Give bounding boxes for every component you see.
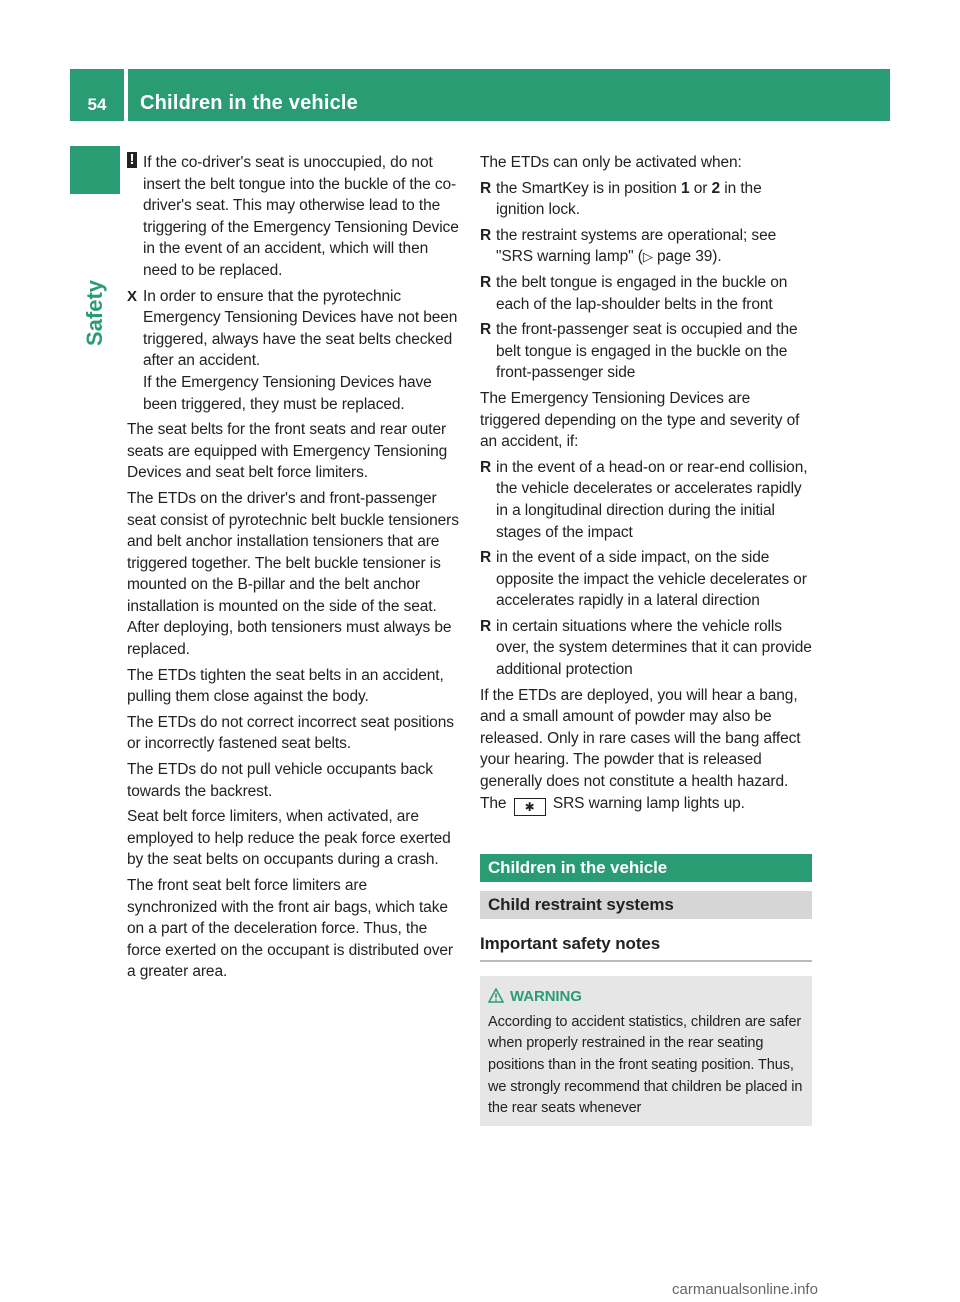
list-item-text: in certain situations where the vehicle rolls over, the system determines that it can provide additional protection — [496, 617, 812, 679]
list-item-text: in the ignition lock. — [496, 179, 762, 219]
bullet-icon: R — [480, 273, 492, 291]
subheading: Important safety notes — [480, 933, 812, 963]
bullet-icon: R — [480, 226, 492, 244]
list-item — [480, 616, 812, 681]
list-item — [480, 225, 812, 268]
key-position-1: 1 — [681, 179, 690, 197]
list-item — [480, 547, 812, 612]
srs-warning-lamp-icon: ✱ — [514, 798, 546, 816]
warning-header — [488, 986, 804, 1010]
warning-text: According to accident statistics, children are safer when properly restrained in the rear seating positions than in the front seating position. Thus, we strongly recommend that children be placed in the rear seats whenever — [488, 1013, 803, 1117]
side-section-label: Safety — [82, 279, 107, 347]
list-item — [480, 319, 812, 384]
paragraph: Seat belt force limiters, when activated, are employed to help reduce the peak force exerted by the seat belts on occupants during a crash. — [127, 808, 451, 869]
list-item — [480, 272, 812, 315]
instruction-text: In order to ensure that the pyrotechnic Emergency Tensioning Devices have not been triggered, always have the seat belts checked after an accident. — [143, 287, 458, 370]
list-item-text: the SmartKey is in position — [496, 179, 682, 197]
section-heading: Children in the vehicle — [480, 854, 812, 882]
instruction-text-2: If the Emergency Tensioning Devices have been triggered, they must be replaced. — [143, 373, 432, 413]
paragraph: The ETDs on the driver's and front-passenger seat consist of pyrotechnic belt buckle tensioners and belt anchor installation tensioners that are triggered together. The belt buckle tensioner is mounted on the B-pillar and the belt anchor installation is mounted on the side of the seat. After deploying, both tensioners must always be replaced. — [127, 489, 459, 659]
list-item-text: or — [689, 179, 712, 197]
paragraph: The ETDs can only be activated when: — [480, 154, 742, 171]
paragraph-text: If the ETDs are deployed, you will hear a bang, and a small amount of powder may also be released. Only in rare cases will the bang affect your hearing. The powder that is released generally does not constitute a health hazard. The — [480, 686, 801, 812]
list-item-text: in the event of a side impact, on the side opposite the impact the vehicle decelerates or accelerates rapidly in a lateral direction — [496, 549, 807, 610]
page-reference-arrow-icon: ▷ — [642, 249, 653, 265]
list-item-text: the restraint systems are operational; see "SRS warning lamp" ( — [496, 226, 777, 266]
paragraph — [480, 685, 812, 816]
paragraph: The front seat belt force limiters are synchronized with the front air bags, which take on a part of the deceleration force. Thus, the force exerted on the occupant is distributed over a greater area. — [127, 877, 453, 981]
left-column — [127, 152, 461, 987]
header-divider — [124, 69, 128, 121]
paragraph: The seat belts for the front seats and rear outer seats are equipped with Emergency Tensioning Devices and seat belt force limiters. — [127, 421, 448, 482]
bullet-icon: R — [480, 549, 492, 567]
page-reference-link[interactable]: page 39). — [652, 248, 722, 266]
page-number: 54 — [87, 95, 107, 114]
instruction-step-icon: X — [127, 287, 137, 305]
bullet-icon: R — [480, 617, 492, 635]
notice-item — [127, 152, 461, 282]
list-item-text: the front-passenger seat is occupied and the belt tongue is engaged in the buckle on the front-passenger side — [496, 321, 798, 382]
bullet-icon: R — [480, 458, 492, 476]
paragraph: The ETDs do not correct incorrect seat positions or incorrectly fastened seat belts. — [127, 713, 454, 753]
key-position-2: 2 — [711, 179, 721, 197]
paragraph-text: SRS warning lamp lights up. — [548, 794, 745, 812]
bullet-icon: R — [480, 321, 492, 339]
paragraph: The ETDs do not pull vehicle occupants back towards the backrest. — [127, 761, 433, 800]
notice-text: If the co-driver's seat is unoccupied, do not insert the belt tongue into the buckle of the co-driver's seat. This may otherwise lead to the triggering of the Emergency Tensioning Device in the event of an accident, which will then need to be replaced. — [143, 154, 459, 279]
warning-triangle-icon — [488, 988, 504, 1010]
list-item-text: in the event of a head-on or rear-end collision, the vehicle decelerates or accelerates rapidly in a longitudinal direction during the initial stages of the impact — [496, 458, 808, 541]
notice-icon: ! — [127, 152, 137, 168]
paragraph: The Emergency Tensioning Devices are triggered depending on the type and severity of an accident, if: — [480, 389, 800, 451]
instruction-item — [127, 286, 461, 416]
warning-label: WARNING — [510, 988, 582, 1006]
subsection-heading: Child restraint systems — [480, 891, 812, 919]
list-item — [480, 178, 812, 221]
paragraph: The ETDs tighten the seat belts in an accident, pulling them close against the body. — [127, 666, 444, 706]
bullet-icon: R — [480, 179, 492, 197]
list-item-text: the belt tongue is engaged in the buckle on each of the lap-shoulder belts in the front — [496, 273, 788, 313]
watermark: carmanualsonline.info — [672, 1281, 818, 1298]
warning-box — [480, 976, 812, 1126]
right-column — [480, 152, 812, 1126]
page-title: Children in the vehicle — [140, 92, 358, 114]
side-tab-block — [70, 146, 120, 194]
list-item — [480, 457, 812, 543]
